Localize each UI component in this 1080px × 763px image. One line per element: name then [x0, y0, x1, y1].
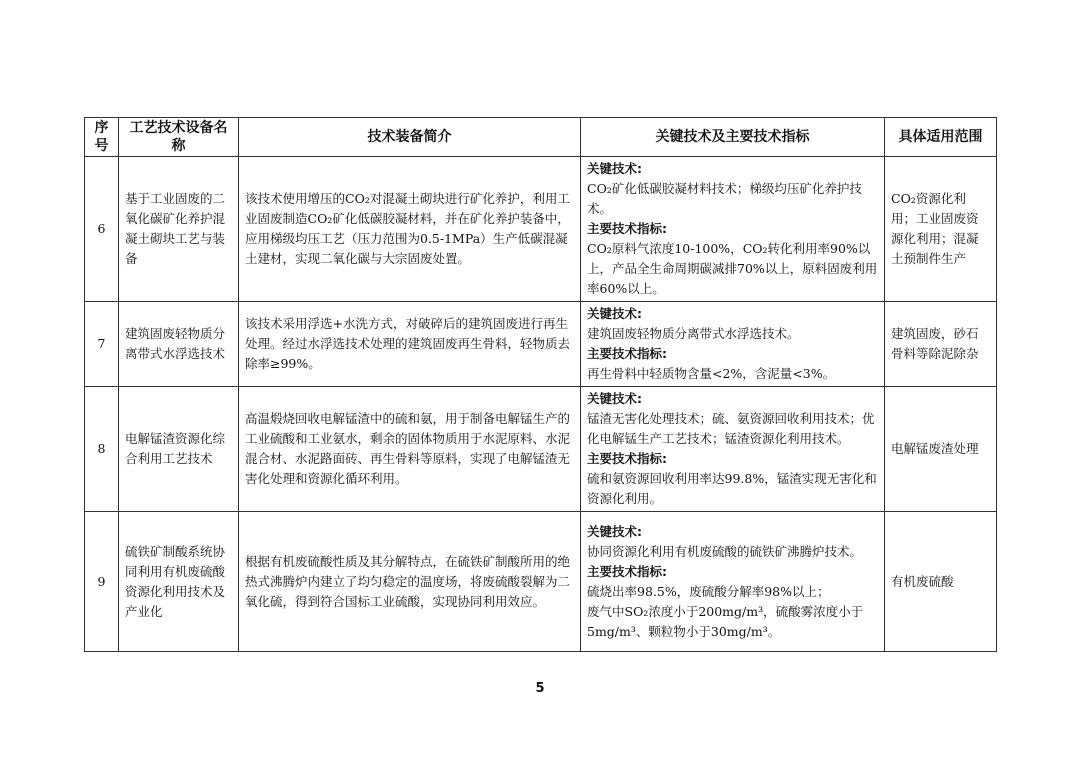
row-name: 电解锰渣资源化综合利用工艺技术	[119, 387, 239, 512]
row-scope: 有机废硫酸	[885, 512, 997, 652]
row-scope: 建筑固废，砂石骨料等除泥除杂	[885, 302, 997, 387]
row-intro: 该技术采用浮选+水洗方式，对破碎后的建筑固废进行再生处理。经过水浮选技术处理的建筑固废再生骨料，轻物质去除率≥99%。	[239, 302, 581, 387]
key-tech-text: 建筑固废轻物质分离带式水浮选技术。	[587, 326, 800, 341]
row-intro: 高温煅烧回收电解锰渣中的硫和氨，用于制备电解锰生产的工业硫酸和工业氨水，剩余的固体物质用于水泥原料、水泥混合材、水泥路面砖、再生骨料等原料，实现了电解锰渣无害化处理和资源化循环利用。	[239, 387, 581, 512]
header-intro: 技术装备简介	[239, 118, 581, 157]
row-seq: 6	[85, 157, 119, 302]
main-index-label: 主要技术指标:	[587, 451, 667, 466]
row-seq: 9	[85, 512, 119, 652]
row-name: 基于工业固废的二氧化碳矿化养护混凝土砌块工艺与装备	[119, 157, 239, 302]
main-index-label: 主要技术指标:	[587, 563, 667, 579]
technology-table	[84, 117, 997, 652]
main-index-text: 硫和氨资源回收利用率达99.8%，锰渣实现无害化和资源化利用。	[587, 471, 877, 506]
row-key-tech	[581, 387, 885, 512]
main-index-label: 主要技术指标:	[587, 221, 667, 236]
main-index-text-2: 废气中SO₂浓度小于200mg/m³，硫酸雾浓度小于5mg/m³、颗粒物小于30mg/m³。	[587, 603, 864, 639]
header-name: 工艺技术设备名称	[119, 118, 239, 157]
header-scope: 具体适用范围	[885, 118, 997, 157]
page-number: 5	[535, 681, 545, 696]
key-tech-label: 关键技术:	[587, 161, 642, 176]
key-tech-label: 关键技术:	[587, 306, 642, 321]
table-row	[85, 157, 997, 302]
row-key-tech	[581, 302, 885, 387]
table-row	[85, 512, 997, 652]
row-scope: 电解锰废渣处理	[885, 387, 997, 512]
row-key-tech	[581, 512, 885, 652]
main-index-text: CO₂原料气浓度10-100%，CO₂转化利用率90%以上，产品全生命周期碳减排70%以上，原料固废利用率60%以上。	[587, 241, 878, 296]
row-intro: 该技术使用增压的CO₂对混凝土砌块进行矿化养护，利用工业固废制造CO₂矿化低碳胶凝材料，并在矿化养护装备中，应用梯级均压工艺（压力范围为0.5-1MPa）生产低碳混凝土建材，实现二氧化碳与大宗固废处置。	[239, 157, 581, 302]
row-seq: 7	[85, 302, 119, 387]
table-row	[85, 387, 997, 512]
header-seq: 序号	[85, 118, 119, 157]
row-name: 硫铁矿制酸系统协同利用有机废硫酸资源化利用技术及产业化	[119, 512, 239, 652]
main-index-label: 主要技术指标:	[587, 346, 667, 361]
row-intro: 根据有机废硫酸性质及其分解特点，在硫铁矿制酸所用的绝热式沸腾炉内建立了均匀稳定的温度场，将废硫酸裂解为二氧化硫，得到符合国标工业硫酸，实现协同利用效应。	[239, 512, 581, 652]
header-key-tech: 关键技术及主要技术指标	[581, 118, 885, 157]
key-tech-text: 锰渣无害化处理技术；硫、氨资源回收利用技术；优化电解锰生产工艺技术；锰渣资源化利用技术。	[587, 411, 875, 446]
main-index-text-1: 硫烧出率98.5%，废硫酸分解率98%以上；	[587, 583, 830, 599]
key-tech-text: 协同资源化利用有机废硫酸的硫铁矿沸腾炉技术。	[587, 543, 863, 559]
key-tech-label: 关键技术:	[587, 391, 642, 406]
table-row	[85, 302, 997, 387]
row-scope: CO₂资源化利用；工业固废资源化利用；混凝土预制件生产	[885, 157, 997, 302]
row-name: 建筑固废轻物质分离带式水浮选技术	[119, 302, 239, 387]
key-tech-label: 关键技术:	[587, 523, 642, 539]
row-seq: 8	[85, 387, 119, 512]
row-key-tech	[581, 157, 885, 302]
main-index-text: 再生骨料中轻质物含量<2%，含泥量<3%。	[587, 366, 836, 381]
key-tech-text: CO₂矿化低碳胶凝材料技术；梯级均压矿化养护技术。	[587, 181, 862, 216]
table-header-row	[85, 118, 997, 157]
